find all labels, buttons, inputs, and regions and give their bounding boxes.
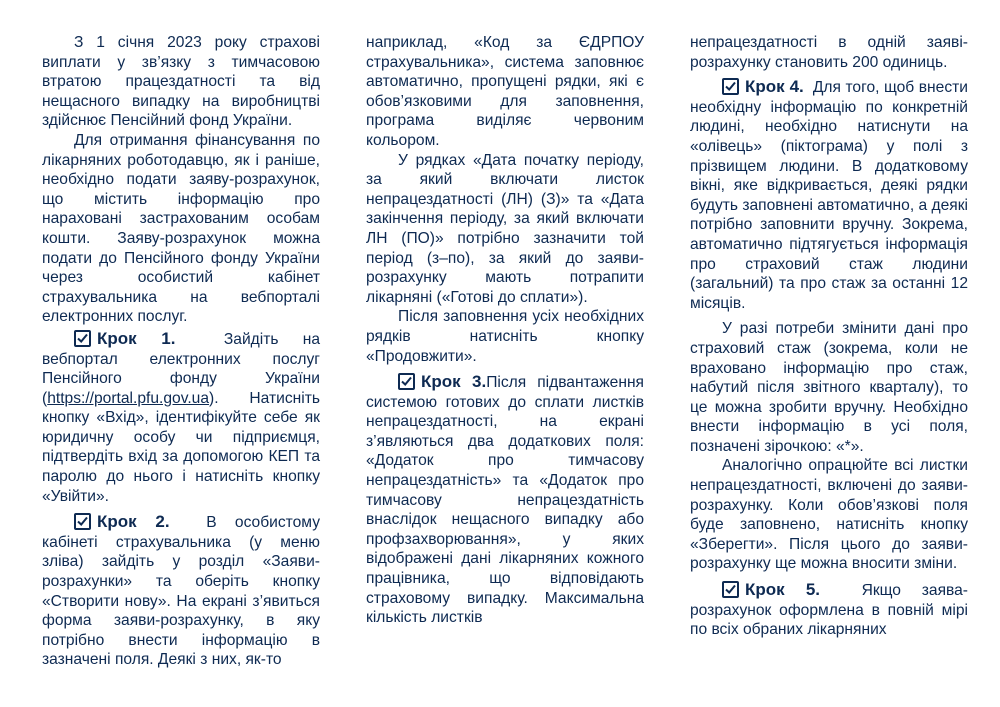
paragraph: Для отримання фінансування по лікарняних роботодавцю, як і раніше, необхідно подати заяву-розрахунок, що містить інформацію про нараховані застрахованим особам кошти. Заяву-розрахунок можна подати до Пенсійного фонду України через особистий кабінет страхувальника на вебпорталі електронних послуг. <box>42 131 320 326</box>
step-2-label: Крок 2. <box>97 512 170 532</box>
portal-link[interactable]: https://portal.pfu.gov.ua <box>47 389 210 407</box>
paragraph: З 1 січня 2023 року страхові виплати у зв’язку з тимчасовою втратою працездатності та від нещасного випадку на виробництві здійснює Пенсійний фонд України. <box>42 34 320 130</box>
paragraph: наприклад, «Код за ЄДРПОУ страхувальника», система заповнює автоматично, пропущені рядки, які є обов’язковими для заповнення, програма виділяє червоним кольором. <box>366 34 644 149</box>
step-1-label: Крок 1. <box>97 328 176 348</box>
checkbox-icon <box>722 581 739 598</box>
step-4 <box>690 75 968 313</box>
step-5-text: Якщо заява-розрахунок оформлена в повній мірі по всіх обраних лікарняних <box>690 582 968 639</box>
step-1 <box>42 327 320 506</box>
paragraph: У рядках «Дата початку періоду, за який включати листок непрацездатності (ЛН) (З)» та «Дата закінчення періоду, за який включати ЛН (ПО)» потрібно зазначити той період (з–по), за який до заяви-розрахунку мають потрапити лікарняні («Готові до сплати»). <box>366 151 644 306</box>
step-3-text: Після підвантаження системою готових до сплати листків непрацездатності, на екрані з’являються два додаткових поля: «Додаток про тимчасову непрацездатність» та «Додаток про тимчасову непрацездатність внаслідок нещасного випадку або профзахворювання», у яких відображені дані лікарняних кожного працівника, що відповідають страховому випадку. Максимальна кількість листків <box>366 374 644 627</box>
paragraph: У разі потреби змінити дані про страховий стаж (зокрема, коли не враховано інформацію про стаж, набутий після звітного кварталу), то це можна зробити вручну. Необхідно внести інформацію в усі поля, позначені зірочкою: «*». <box>690 320 968 455</box>
step-5 <box>690 578 968 640</box>
step-2-text: В особистому кабінеті страхувальника (у меню зліва) зайдіть у розділ «Заяви-розрахунки» та оберіть кнопку «Створити нову». На екрані з’явиться форма заяви-розрахунку, в яку потрібно внести інформацію в зазначені поля. Деякі з них, як-то <box>42 514 320 669</box>
step-4-text: Для того, щоб внести необхідну інформацію по конкретній людині, необхідно натиснути на «олівець» (піктограма) у полі з прізвищем людини. В додатковому вікні, яке відкривається, деякі рядки будуть заповнені автоматично, а деякі потрібно заповнити вручну. Зокрема, автоматично підтягується інформація про страховий стаж людини (загальний) та про стаж за останні 12 місяців. <box>690 79 969 312</box>
column-1 <box>42 33 320 670</box>
step-3 <box>366 370 644 628</box>
paragraph: Після заповнення усіх необхідних рядків натисніть кнопку «Продовжити». <box>366 308 644 365</box>
step-1-text-b: ). Натисніть кнопку «Вхід», ідентифікуйте себе як юридичну особу чи підприємця, підтвердіть вхід за допомогою КЕП та паролю до нього і натисніть кнопку «Увійти». <box>42 389 320 505</box>
checkbox-icon <box>74 513 91 530</box>
paragraph: Аналогічно опрацюйте всі листки непрацездатності, включені до заяви-розрахунку. Коли обов’язкові поля буде заповнено, натисніть кнопку «Зберегти». Після цього до заяви-розрахунку ще можна вносити зміни. <box>690 457 968 573</box>
step-2 <box>42 510 320 670</box>
checkbox-icon <box>74 330 91 347</box>
checkbox-icon <box>398 373 415 390</box>
column-2 <box>366 33 644 628</box>
step-5-label: Крок 5. <box>745 580 820 600</box>
checkbox-icon <box>722 78 739 95</box>
step-4-label: Крок 4. <box>745 77 804 97</box>
column-3 <box>690 33 968 640</box>
step-3-label: Крок 3. <box>421 372 487 392</box>
step-1-text-a: Зайдіть на вебпортал електронних послуг Пенсійного фонду України ( <box>42 330 321 407</box>
paragraph: непрацездатності в одній заяві-розрахунку становить 200 одиниць. <box>690 34 968 71</box>
